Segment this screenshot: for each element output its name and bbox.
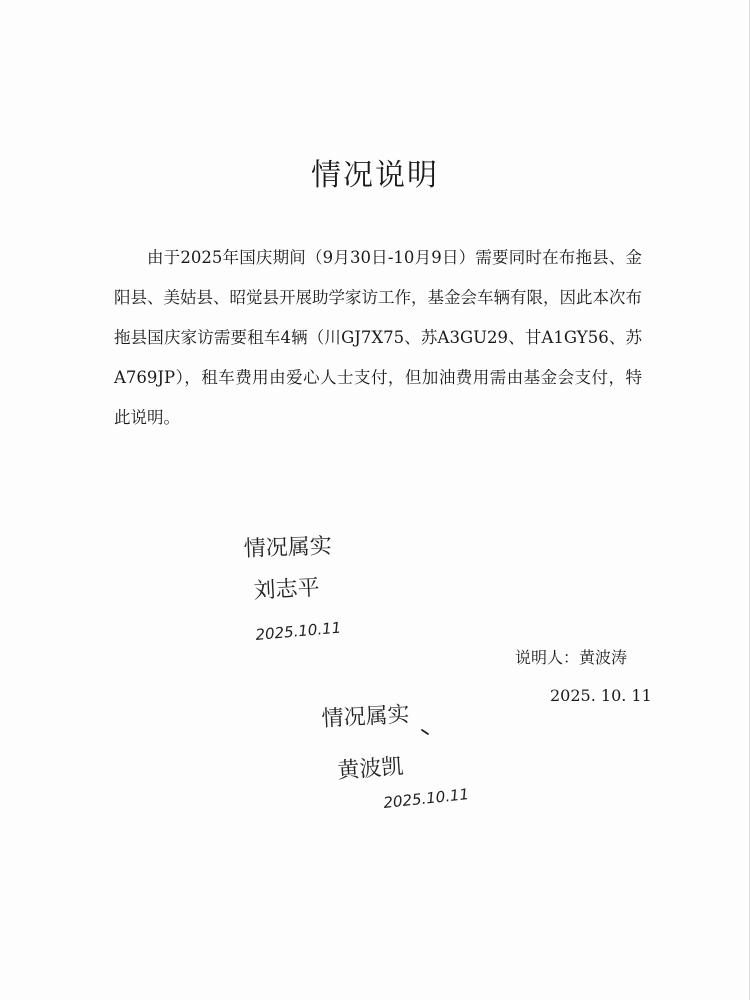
handwritten-annotation-2 [318, 696, 488, 820]
handwritten-annotation-2-drawing [318, 696, 488, 816]
handwritten-note-1: 情况属实 [243, 533, 333, 562]
handwritten-signature-2: 黄波凯 [336, 754, 405, 784]
document-title: 情况说明 [311, 158, 439, 193]
handwritten-note-2: 情况属实 [321, 702, 411, 732]
handwritten-date-2: 2025.10.11 [382, 785, 470, 812]
handwritten-signature-1: 刘志平 [253, 575, 321, 604]
handwritten-annotation-1 [240, 528, 380, 652]
handwritten-mark [422, 730, 428, 734]
handwritten-date-1: 2025.10.11 [254, 618, 342, 644]
signer-line: 说明人：黄波涛 [515, 648, 628, 667]
handwritten-annotation-1-drawing [240, 528, 380, 648]
document-body: 由于2025年国庆期间（9月30日-10月9日）需要同时在布拖县、金阳县、美姑县、昭觉县开展助学家访工作，基金会车辆有限，因此本次布拖县国庆家访需要租车4辆（川GJ7X75、苏A3GU29、甘A1GY56、苏A769JP），租车费用由爱心人士支付，但加油费用需由基金会支付，特此说明。 [114, 248, 642, 427]
signer-date: 2025. 10. 11 [550, 686, 652, 705]
